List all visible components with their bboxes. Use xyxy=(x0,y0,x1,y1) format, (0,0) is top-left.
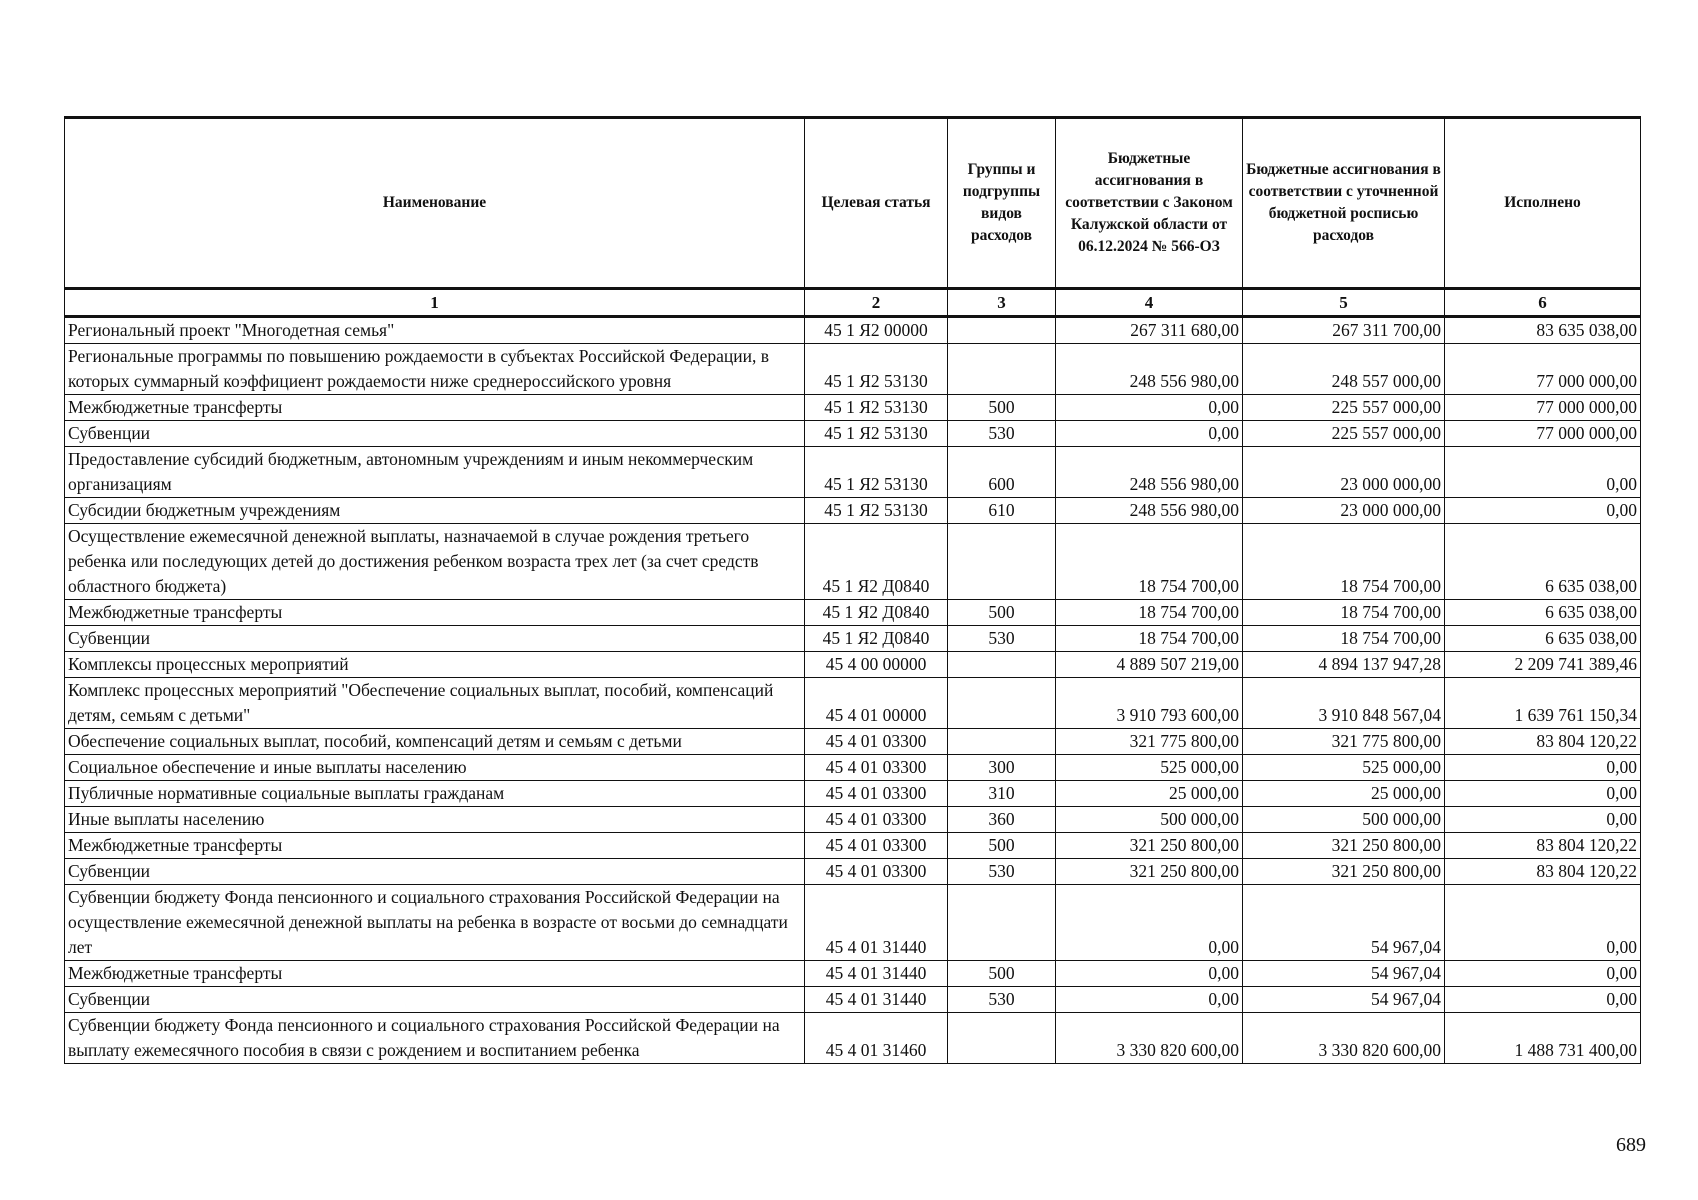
cell-refined-allocation: 54 967,04 xyxy=(1243,961,1445,987)
cell-expense-group: 610 xyxy=(948,498,1056,524)
cell-name: Региональный проект "Многодетная семья" xyxy=(65,317,805,344)
cell-executed: 6 635 038,00 xyxy=(1445,524,1641,600)
cell-law-allocation: 248 556 980,00 xyxy=(1056,498,1243,524)
cell-law-allocation: 3 910 793 600,00 xyxy=(1056,678,1243,729)
cell-refined-allocation: 18 754 700,00 xyxy=(1243,524,1445,600)
cell-refined-allocation: 18 754 700,00 xyxy=(1243,626,1445,652)
cell-target-article: 45 4 01 03300 xyxy=(805,755,948,781)
table-row xyxy=(65,678,1641,729)
column-number: 3 xyxy=(948,289,1056,317)
cell-law-allocation: 4 889 507 219,00 xyxy=(1056,652,1243,678)
cell-executed: 0,00 xyxy=(1445,498,1641,524)
cell-expense-group xyxy=(948,885,1056,961)
cell-name: Социальное обеспечение и иные выплаты населению xyxy=(65,755,805,781)
cell-law-allocation: 321 250 800,00 xyxy=(1056,859,1243,885)
header-expense-groups: Группы и подгруппы видов расходов xyxy=(948,118,1056,289)
cell-refined-allocation: 525 000,00 xyxy=(1243,755,1445,781)
cell-law-allocation: 525 000,00 xyxy=(1056,755,1243,781)
cell-refined-allocation: 23 000 000,00 xyxy=(1243,498,1445,524)
table-row xyxy=(65,524,1641,600)
table-row xyxy=(65,395,1641,421)
cell-refined-allocation: 500 000,00 xyxy=(1243,807,1445,833)
table-row xyxy=(65,807,1641,833)
cell-law-allocation: 248 556 980,00 xyxy=(1056,344,1243,395)
cell-executed: 77 000 000,00 xyxy=(1445,421,1641,447)
cell-executed: 1 639 761 150,34 xyxy=(1445,678,1641,729)
cell-executed: 1 488 731 400,00 xyxy=(1445,1013,1641,1064)
table-row xyxy=(65,652,1641,678)
cell-law-allocation: 0,00 xyxy=(1056,961,1243,987)
cell-expense-group: 360 xyxy=(948,807,1056,833)
cell-name: Публичные нормативные социальные выплаты гражданам xyxy=(65,781,805,807)
column-number: 5 xyxy=(1243,289,1445,317)
cell-name: Субвенции бюджету Фонда пенсионного и социального страхования Российской Федерации на выплату ежемесячного пособия в связи с рождением и воспитанием ребенка xyxy=(65,1013,805,1064)
cell-target-article: 45 4 01 31440 xyxy=(805,987,948,1013)
cell-refined-allocation: 3 330 820 600,00 xyxy=(1243,1013,1445,1064)
cell-expense-group xyxy=(948,729,1056,755)
cell-target-article: 45 4 01 00000 xyxy=(805,678,948,729)
table-row xyxy=(65,317,1641,344)
cell-refined-allocation: 23 000 000,00 xyxy=(1243,447,1445,498)
cell-executed: 6 635 038,00 xyxy=(1445,600,1641,626)
table-row xyxy=(65,421,1641,447)
cell-executed: 83 804 120,22 xyxy=(1445,859,1641,885)
cell-target-article: 45 1 Я2 53130 xyxy=(805,447,948,498)
cell-refined-allocation: 225 557 000,00 xyxy=(1243,395,1445,421)
cell-name: Региональные программы по повышению рождаемости в субъектах Российской Федерации, в которых суммарный коэффициент рождаемости ниже среднероссийского уровня xyxy=(65,344,805,395)
table-row xyxy=(65,498,1641,524)
header-target-article: Целевая статья xyxy=(805,118,948,289)
cell-target-article: 45 4 01 03300 xyxy=(805,781,948,807)
cell-target-article: 45 4 00 00000 xyxy=(805,652,948,678)
cell-refined-allocation: 267 311 700,00 xyxy=(1243,317,1445,344)
cell-refined-allocation: 321 250 800,00 xyxy=(1243,833,1445,859)
cell-law-allocation: 18 754 700,00 xyxy=(1056,600,1243,626)
cell-law-allocation: 267 311 680,00 xyxy=(1056,317,1243,344)
cell-executed: 0,00 xyxy=(1445,987,1641,1013)
cell-name: Комплекс процессных мероприятий "Обеспечение социальных выплат, пособий, компенсаций детям, семьям с детьми" xyxy=(65,678,805,729)
cell-refined-allocation: 248 557 000,00 xyxy=(1243,344,1445,395)
cell-expense-group: 310 xyxy=(948,781,1056,807)
cell-executed: 0,00 xyxy=(1445,807,1641,833)
cell-expense-group: 530 xyxy=(948,421,1056,447)
cell-law-allocation: 500 000,00 xyxy=(1056,807,1243,833)
cell-refined-allocation: 54 967,04 xyxy=(1243,987,1445,1013)
table-row xyxy=(65,447,1641,498)
cell-executed: 2 209 741 389,46 xyxy=(1445,652,1641,678)
cell-target-article: 45 1 Я2 53130 xyxy=(805,498,948,524)
cell-name: Межбюджетные трансферты xyxy=(65,600,805,626)
table-row xyxy=(65,344,1641,395)
cell-target-article: 45 4 01 31440 xyxy=(805,961,948,987)
cell-executed: 0,00 xyxy=(1445,781,1641,807)
cell-expense-group xyxy=(948,317,1056,344)
cell-law-allocation: 0,00 xyxy=(1056,885,1243,961)
cell-name: Иные выплаты населению xyxy=(65,807,805,833)
cell-refined-allocation: 321 775 800,00 xyxy=(1243,729,1445,755)
cell-executed: 0,00 xyxy=(1445,447,1641,498)
cell-name: Субсидии бюджетным учреждениям xyxy=(65,498,805,524)
header-name: Наименование xyxy=(65,118,805,289)
header-row xyxy=(65,118,1641,289)
table-row xyxy=(65,885,1641,961)
cell-executed: 77 000 000,00 xyxy=(1445,395,1641,421)
cell-name: Субвенции бюджету Фонда пенсионного и социального страхования Российской Федерации на осуществление ежемесячной денежной выплаты на ребенка в возрасте от восьми до семнадцати лет xyxy=(65,885,805,961)
table-row xyxy=(65,626,1641,652)
table-body xyxy=(65,317,1641,1064)
cell-target-article: 45 4 01 03300 xyxy=(805,833,948,859)
cell-refined-allocation: 225 557 000,00 xyxy=(1243,421,1445,447)
cell-refined-allocation: 25 000,00 xyxy=(1243,781,1445,807)
budget-table xyxy=(64,116,1641,1064)
cell-expense-group: 500 xyxy=(948,961,1056,987)
cell-law-allocation: 0,00 xyxy=(1056,395,1243,421)
cell-law-allocation: 18 754 700,00 xyxy=(1056,524,1243,600)
page-number: 689 xyxy=(1616,1134,1646,1156)
cell-refined-allocation: 4 894 137 947,28 xyxy=(1243,652,1445,678)
cell-target-article: 45 1 Я2 53130 xyxy=(805,395,948,421)
cell-target-article: 45 1 Я2 53130 xyxy=(805,421,948,447)
cell-expense-group xyxy=(948,1013,1056,1064)
column-number: 1 xyxy=(65,289,805,317)
cell-name: Субвенции xyxy=(65,987,805,1013)
cell-name: Комплексы процессных мероприятий xyxy=(65,652,805,678)
cell-target-article: 45 4 01 03300 xyxy=(805,807,948,833)
cell-name: Осуществление ежемесячной денежной выплаты, назначаемой в случае рождения третьего ребенка или последующих детей до достижения ребенком возраста трех лет (за счет средств областного бюджета) xyxy=(65,524,805,600)
cell-refined-allocation: 54 967,04 xyxy=(1243,885,1445,961)
cell-executed: 0,00 xyxy=(1445,755,1641,781)
cell-expense-group xyxy=(948,524,1056,600)
cell-expense-group: 500 xyxy=(948,833,1056,859)
table-row xyxy=(65,961,1641,987)
cell-name: Субвенции xyxy=(65,859,805,885)
cell-executed: 83 635 038,00 xyxy=(1445,317,1641,344)
table-row xyxy=(65,755,1641,781)
cell-expense-group: 500 xyxy=(948,600,1056,626)
column-number: 4 xyxy=(1056,289,1243,317)
cell-target-article: 45 4 01 03300 xyxy=(805,729,948,755)
cell-target-article: 45 1 Я2 Д0840 xyxy=(805,524,948,600)
cell-target-article: 45 4 01 03300 xyxy=(805,859,948,885)
table-row xyxy=(65,729,1641,755)
cell-expense-group: 530 xyxy=(948,859,1056,885)
cell-name: Субвенции xyxy=(65,626,805,652)
cell-expense-group: 300 xyxy=(948,755,1056,781)
cell-law-allocation: 25 000,00 xyxy=(1056,781,1243,807)
cell-name: Межбюджетные трансферты xyxy=(65,833,805,859)
header-law-allocations: Бюджетные ассигнования в соответствии с Законом Калужской области от 06.12.2024 № 566-ОЗ xyxy=(1056,118,1243,289)
cell-law-allocation: 18 754 700,00 xyxy=(1056,626,1243,652)
cell-refined-allocation: 3 910 848 567,04 xyxy=(1243,678,1445,729)
cell-expense-group: 530 xyxy=(948,626,1056,652)
cell-executed: 6 635 038,00 xyxy=(1445,626,1641,652)
cell-expense-group xyxy=(948,344,1056,395)
cell-target-article: 45 1 Я2 53130 xyxy=(805,344,948,395)
cell-law-allocation: 248 556 980,00 xyxy=(1056,447,1243,498)
cell-law-allocation: 321 250 800,00 xyxy=(1056,833,1243,859)
cell-target-article: 45 1 Я2 Д0840 xyxy=(805,626,948,652)
column-number: 6 xyxy=(1445,289,1641,317)
cell-executed: 83 804 120,22 xyxy=(1445,729,1641,755)
cell-expense-group: 500 xyxy=(948,395,1056,421)
table-header xyxy=(65,118,1641,317)
cell-refined-allocation: 18 754 700,00 xyxy=(1243,600,1445,626)
cell-executed: 77 000 000,00 xyxy=(1445,344,1641,395)
cell-name: Обеспечение социальных выплат, пособий, компенсаций детям и семьям с детьми xyxy=(65,729,805,755)
column-number-row xyxy=(65,289,1641,317)
cell-target-article: 45 4 01 31460 xyxy=(805,1013,948,1064)
cell-expense-group xyxy=(948,652,1056,678)
table-row xyxy=(65,859,1641,885)
cell-target-article: 45 1 Я2 00000 xyxy=(805,317,948,344)
cell-refined-allocation: 321 250 800,00 xyxy=(1243,859,1445,885)
cell-law-allocation: 3 330 820 600,00 xyxy=(1056,1013,1243,1064)
header-refined-allocations: Бюджетные ассигнования в соответствии с уточненной бюджетной росписью расходов xyxy=(1243,118,1445,289)
cell-executed: 0,00 xyxy=(1445,885,1641,961)
cell-expense-group: 600 xyxy=(948,447,1056,498)
cell-law-allocation: 0,00 xyxy=(1056,421,1243,447)
cell-executed: 83 804 120,22 xyxy=(1445,833,1641,859)
table-row xyxy=(65,600,1641,626)
cell-expense-group xyxy=(948,678,1056,729)
cell-name: Предоставление субсидий бюджетным, автономным учреждениям и иным некоммерческим организациям xyxy=(65,447,805,498)
table-row xyxy=(65,833,1641,859)
cell-name: Субвенции xyxy=(65,421,805,447)
cell-law-allocation: 321 775 800,00 xyxy=(1056,729,1243,755)
cell-executed: 0,00 xyxy=(1445,961,1641,987)
cell-expense-group: 530 xyxy=(948,987,1056,1013)
table-row xyxy=(65,781,1641,807)
cell-name: Межбюджетные трансферты xyxy=(65,395,805,421)
table-row xyxy=(65,987,1641,1013)
header-executed: Исполнено xyxy=(1445,118,1641,289)
cell-target-article: 45 4 01 31440 xyxy=(805,885,948,961)
cell-target-article: 45 1 Я2 Д0840 xyxy=(805,600,948,626)
cell-law-allocation: 0,00 xyxy=(1056,987,1243,1013)
cell-name: Межбюджетные трансферты xyxy=(65,961,805,987)
table-row xyxy=(65,1013,1641,1064)
column-number: 2 xyxy=(805,289,948,317)
